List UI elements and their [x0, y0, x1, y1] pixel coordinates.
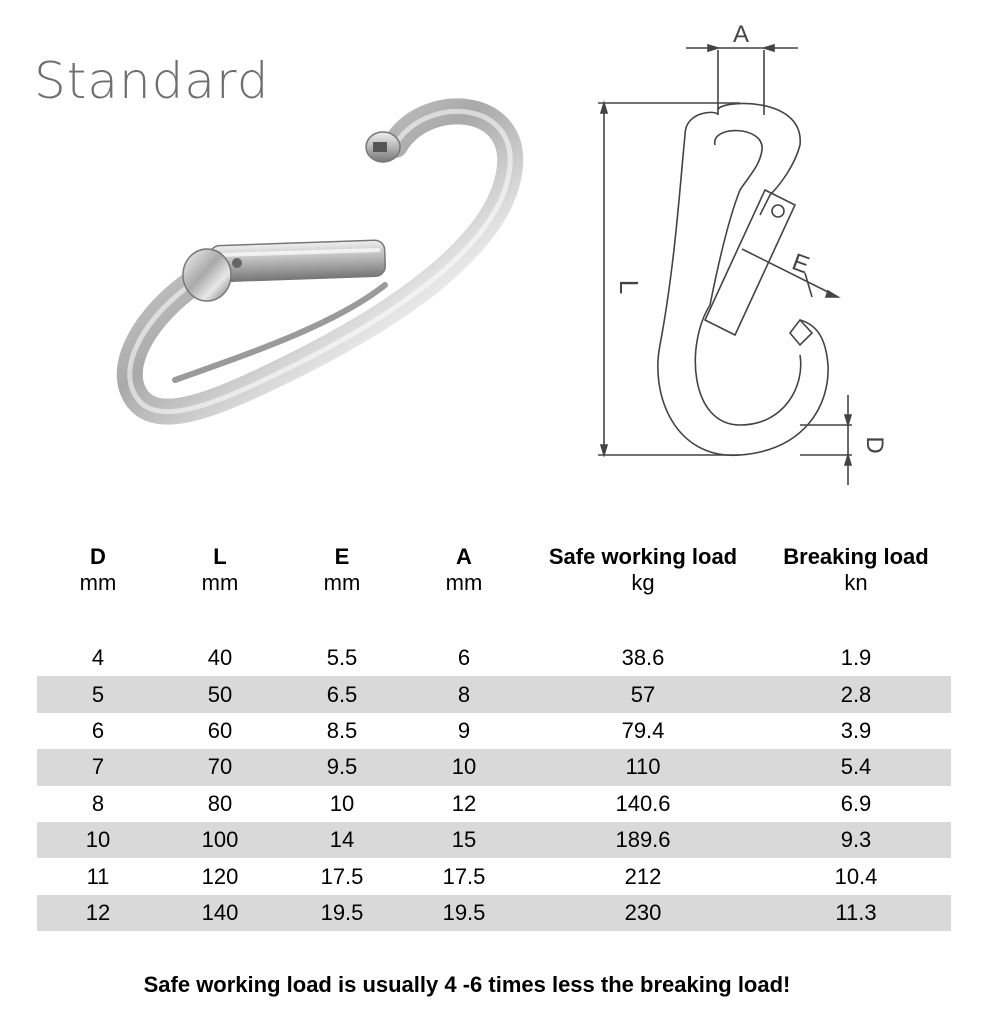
- snap-hook-drawing: [590, 15, 890, 495]
- dimension-label-d: D: [861, 436, 888, 454]
- table-cell: 140: [159, 895, 281, 931]
- table-cell: 19.5: [281, 895, 403, 931]
- table-cell: 9.3: [761, 822, 951, 858]
- table-cell: 17.5: [320, 863, 364, 889]
- table-cell: 14: [281, 822, 403, 858]
- table-units-row: [37, 570, 951, 606]
- table-cell: 120: [201, 863, 239, 889]
- table-cell: 2.8: [761, 676, 951, 712]
- column-header: E: [334, 544, 350, 569]
- table-cell: 15: [403, 822, 525, 858]
- unit-cell: mm: [323, 570, 361, 595]
- column-header: Breaking load: [783, 544, 929, 569]
- table-cell: 80: [207, 790, 233, 816]
- table-row: [37, 822, 951, 858]
- unit-cell: mm: [201, 570, 239, 595]
- unit-cell: kn: [844, 570, 868, 595]
- dimension-label-a: A: [732, 21, 750, 48]
- table-cell: 110: [525, 749, 761, 785]
- table-cell: 10.4: [834, 863, 878, 889]
- table-cell: 6: [91, 717, 105, 743]
- table-cell: 4: [91, 645, 105, 671]
- table-row: [37, 676, 951, 712]
- table-cell: 12: [37, 895, 159, 931]
- table-cell: 3.9: [840, 717, 872, 743]
- table-cell: 40: [207, 645, 233, 671]
- table-cell: 70: [159, 749, 281, 785]
- snap-hook-photo: [95, 85, 535, 470]
- table-cell: 60: [207, 717, 233, 743]
- column-header: D: [90, 544, 106, 569]
- table-cell: 189.6: [525, 822, 761, 858]
- unit-cell: kg: [631, 570, 655, 595]
- load-note: Safe working load is usually 4 -6 times less the breaking load!: [143, 972, 791, 997]
- table-cell: 212: [624, 863, 662, 889]
- table-row: [37, 640, 951, 676]
- table-cell: 5.4: [761, 749, 951, 785]
- dimension-label-e: E: [788, 248, 813, 280]
- column-header: A: [456, 544, 472, 569]
- table-cell: 79.4: [621, 717, 665, 743]
- table-cell: 38.6: [621, 645, 665, 671]
- table-cell: 5.5: [326, 645, 358, 671]
- table-cell: 8.5: [326, 717, 358, 743]
- table-cell: 17.5: [442, 863, 486, 889]
- table-cell: 230: [525, 895, 761, 931]
- table-row: [37, 786, 951, 822]
- table-cell: 100: [159, 822, 281, 858]
- table-header-row: [37, 530, 951, 570]
- unit-cell: mm: [445, 570, 483, 595]
- spring-gate: [209, 240, 385, 282]
- table-row: [37, 858, 951, 894]
- table-cell: 9.5: [281, 749, 403, 785]
- column-header: Safe working load: [548, 544, 738, 569]
- dimension-label-l: L: [614, 279, 644, 295]
- table-cell: 10: [37, 822, 159, 858]
- table-cell: 11.3: [761, 895, 951, 931]
- table-cell: 19.5: [403, 895, 525, 931]
- table-cell: 57: [525, 676, 761, 712]
- table-cell: 10: [329, 790, 355, 816]
- table-cell: 10: [403, 749, 525, 785]
- table-cell: 11: [86, 863, 110, 889]
- table-row: [37, 895, 951, 931]
- table-cell: 8: [91, 790, 105, 816]
- table-row: [37, 713, 951, 749]
- table-cell: 50: [159, 676, 281, 712]
- table-cell: 9: [457, 717, 471, 743]
- table-cell: 5: [37, 676, 159, 712]
- table-cell: 1.9: [840, 645, 872, 671]
- table-cell: 6: [457, 645, 471, 671]
- table-cell: 7: [37, 749, 159, 785]
- table-row: [37, 749, 951, 785]
- table-cell: 6.5: [281, 676, 403, 712]
- table-cell: 6.9: [840, 790, 872, 816]
- unit-cell: mm: [79, 570, 117, 595]
- table-cell: 140.6: [615, 790, 671, 816]
- table-cell: 8: [403, 676, 525, 712]
- specification-table: [37, 530, 951, 931]
- column-header: L: [213, 544, 227, 569]
- page-title: Standard: [34, 52, 270, 110]
- table-cell: 12: [451, 790, 477, 816]
